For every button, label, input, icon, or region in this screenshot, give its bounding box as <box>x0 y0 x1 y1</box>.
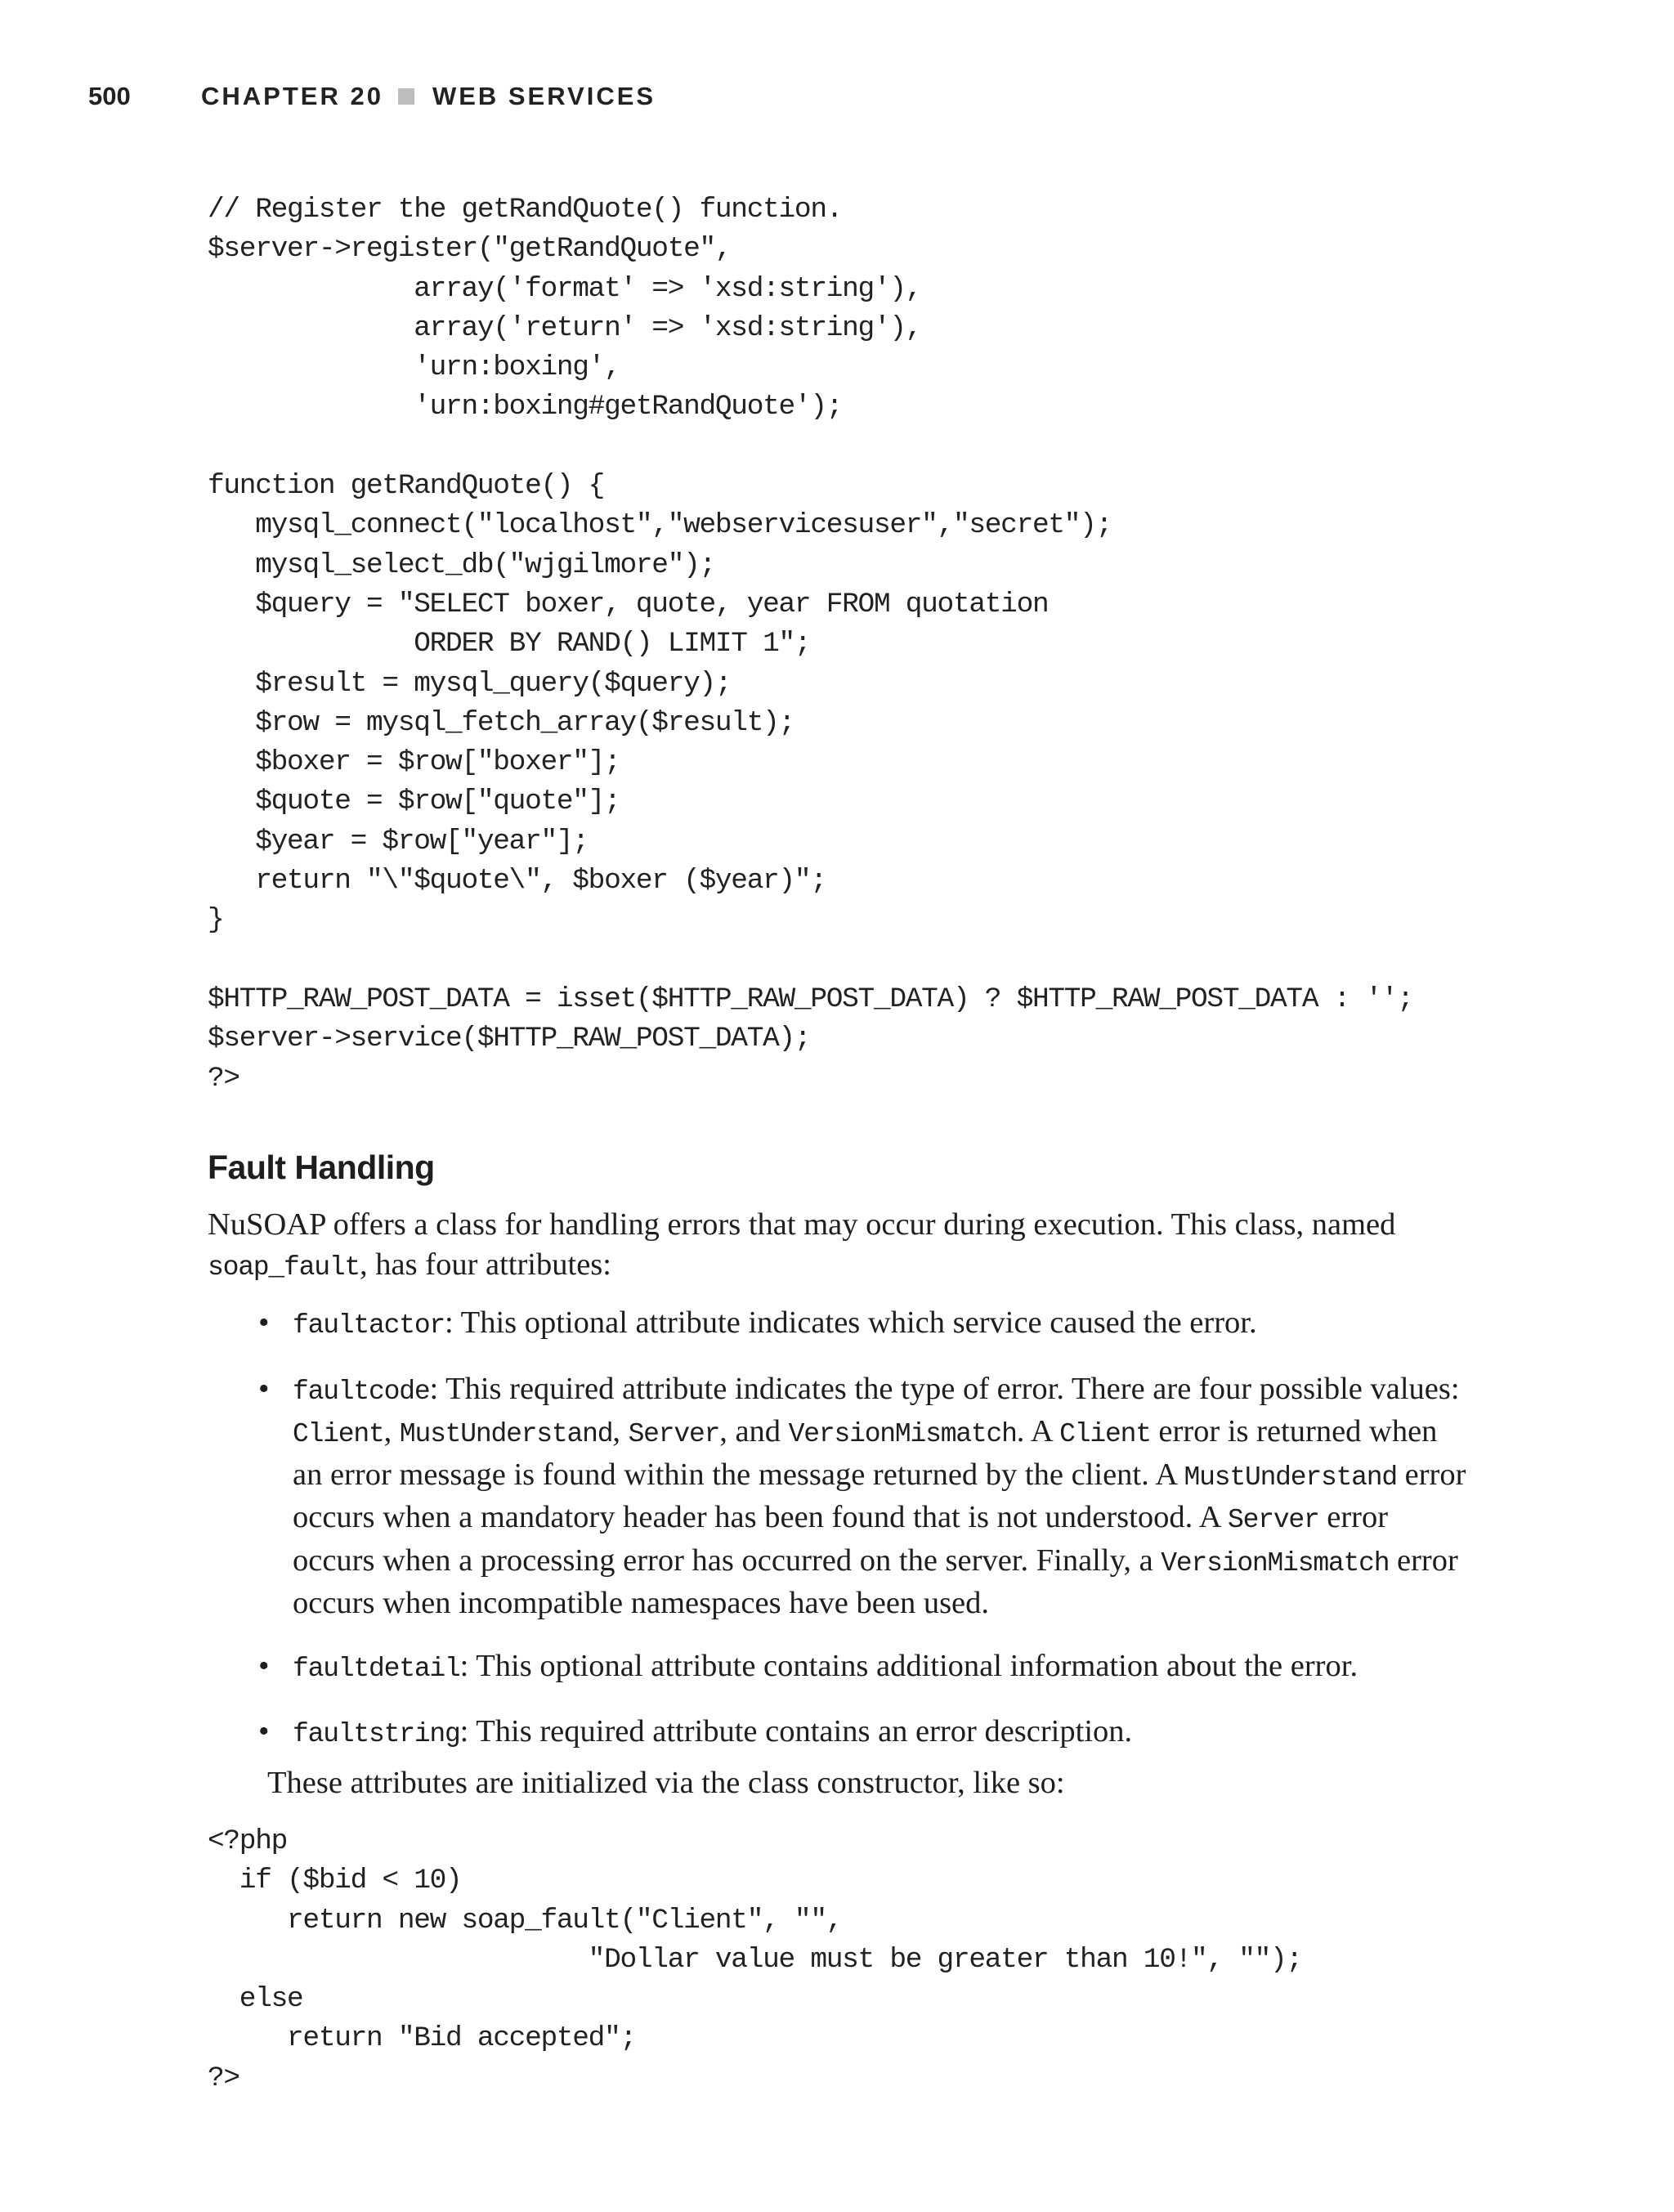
header-separator-square <box>398 88 414 105</box>
list-item-faultstring <box>208 1712 1466 1755</box>
description: . A <box>1016 1414 1060 1449</box>
inline-code: Client <box>1059 1419 1151 1449</box>
list-item-faultactor <box>208 1303 1466 1346</box>
section-heading: Fault Handling <box>208 1149 435 1186</box>
code-block-soap-fault-example: <?php if ($bid < 10) return new soap_fault("Client", "", "Dollar value must be greater than 10!", ""); else return "Bid accepted"; ?> <box>208 1825 1302 2094</box>
bullet: • <box>258 1305 270 1340</box>
description: error occurs when a mandatory header has been found that is not understood. A <box>293 1457 1466 1534</box>
code-block-register-function: // Register the getRandQuote() function. $server->register("getRandQuote", array('format' => 'xsd:string'), array('return' => 'xsd:string'), 'urn:boxing', 'urn:boxing#getRandQuote'); function getRandQuote() { mysql_connect("localhost","webservicesuser","secret"); mysql_select_db("wjgilmore"); $query = "SELECT boxer, quote, year FROM quotation ORDER BY RAND() LIMIT 1"; $result = mysql_query($query); $row = mysql_fetch_array($result); $boxer = $row["boxer"]; $quote = $row["quote"]; $year = $row["year"]; return "\"$quote\", $boxer ($year)"; } $HTTP_RAW_POST_DATA = isset($HTTP_RAW_POST_DATA) ? $HTTP_RAW_POST_DATA : ''; $server->service($HTTP_RAW_POST_DATA); ?> <box>208 194 1413 1095</box>
inline-code: MustUnderstand <box>399 1419 613 1449</box>
term-faultstring: faultstring <box>293 1719 460 1749</box>
inline-code: VersionMismatch <box>1161 1547 1390 1578</box>
bullet: • <box>258 1714 270 1749</box>
description: : This optional attribute contains additional information about the error. <box>459 1648 1358 1683</box>
intro-text: NuSOAP offers a class for handling errors that may occur during execution. This class, named <box>208 1207 1396 1242</box>
intro-text: , has four attributes: <box>360 1247 611 1282</box>
inline-code: Server <box>628 1419 720 1449</box>
constructor-paragraph: These attributes are initialized via the class constructor, like so: <box>267 1766 1065 1800</box>
inline-code: MustUnderstand <box>1184 1462 1397 1493</box>
bullet: • <box>258 1648 270 1683</box>
attribute-list <box>208 1303 1466 1778</box>
description: : This required attribute contains an error description. <box>459 1714 1133 1749</box>
description: error is returned when an error message is found within the message returned by the client. A <box>293 1414 1438 1492</box>
description: error occurs when incompatible namespaces have been used. <box>293 1543 1458 1620</box>
inline-code: Server <box>1228 1505 1319 1535</box>
list-item-faultcode <box>208 1369 1466 1623</box>
bullet: • <box>258 1371 270 1406</box>
chapter-title: WEB SERVICES <box>432 82 656 110</box>
inline-code: Client <box>293 1419 384 1449</box>
description: , <box>612 1414 629 1449</box>
description: , <box>383 1414 400 1449</box>
page-number: 500 <box>88 82 131 110</box>
term-faultdetail: faultdetail <box>293 1653 460 1684</box>
inline-code: soap_fault <box>208 1252 360 1283</box>
description: : This required attribute indicates the type of error. There are four possible values: <box>429 1371 1460 1406</box>
description: : This optional attribute indicates which service caused the error. <box>445 1305 1257 1340</box>
intro-paragraph <box>208 1205 1466 1287</box>
term-faultactor: faultactor <box>293 1310 445 1341</box>
term-faultcode: faultcode <box>293 1376 430 1407</box>
list-item-faultdetail <box>208 1646 1466 1690</box>
running-header <box>88 82 656 111</box>
chapter-label: CHAPTER 20 <box>201 82 383 110</box>
description: error occurs when a processing error has occurred on the server. Finally, a <box>293 1500 1389 1578</box>
description: , and <box>719 1414 789 1449</box>
inline-code: VersionMismatch <box>788 1419 1017 1449</box>
